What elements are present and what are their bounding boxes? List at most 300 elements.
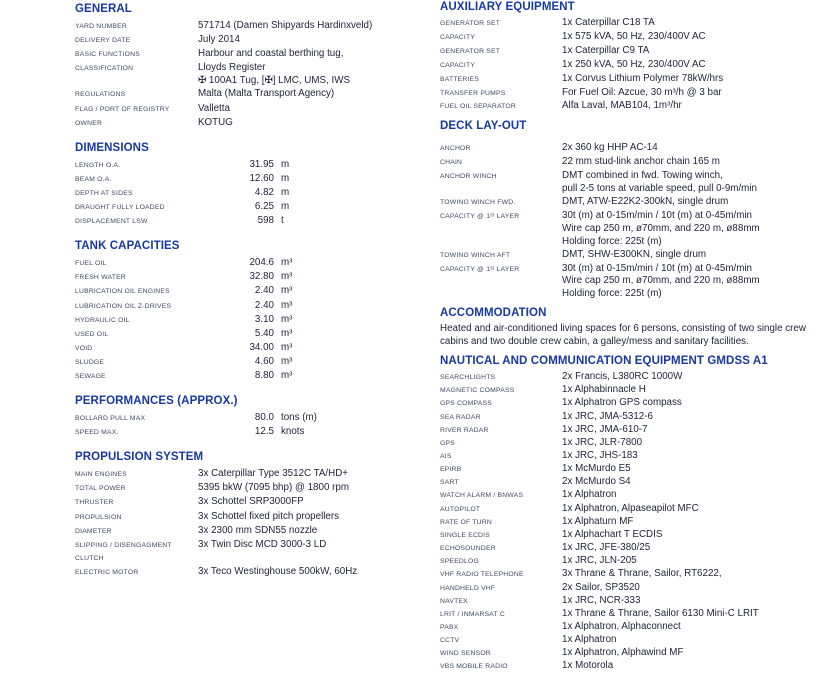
spec-value-line: July 2014 xyxy=(198,34,240,46)
spec-row-displacement-lsw xyxy=(75,214,431,228)
spec-value-line: 1x Alphabinnacle H xyxy=(562,384,646,396)
spec-row-regulations xyxy=(75,87,431,101)
spec-label: CCTV xyxy=(440,637,460,645)
spec-label: SEWAGE xyxy=(75,372,106,380)
spec-label: THRUSTER xyxy=(75,499,114,507)
spec-value-lines xyxy=(562,568,829,580)
spec-value-lines xyxy=(562,476,829,488)
spec-label: HANDHELD VHF xyxy=(440,584,496,592)
spec-row-capacity xyxy=(440,59,829,73)
spec-row-wind-sensor xyxy=(440,647,829,660)
section-title: NAUTICAL AND COMMUNICATION EQUIPMENT GMDSS A1 xyxy=(440,355,768,368)
spec-value: 80.0 xyxy=(254,412,274,424)
section-accommodation xyxy=(440,306,829,349)
spec-row-gps xyxy=(440,437,829,450)
spec-value-lines xyxy=(562,170,829,196)
spec-value: 2.40 xyxy=(254,285,274,297)
right-column xyxy=(440,0,829,674)
spec-label: VOID xyxy=(75,344,93,352)
spec-row-searchlights xyxy=(440,371,829,384)
spec-value-line: 1x JRC, JMA-5312-6 xyxy=(562,410,653,422)
spec-value-line: 30t (m) at 0-15m/min / 10t (m) at 0-45m/min xyxy=(562,262,753,274)
spec-value-line: 3x Twin Disc MCD 3000-3 LD xyxy=(198,538,327,550)
section-title: PERFORMANCES (APPROX.) xyxy=(75,395,238,408)
spec-value-line: Malta (Malta Transport Agency) xyxy=(198,88,335,100)
spec-value: 8.80 xyxy=(254,369,274,381)
spec-unit: t xyxy=(281,215,284,227)
spec-label: MAIN ENGINES xyxy=(75,471,127,479)
spec-row-gps-compass xyxy=(440,397,829,410)
spec-label: FUEL OIL xyxy=(75,260,107,268)
spec-value-lines xyxy=(562,582,829,594)
spec-label: RIVER RADAR xyxy=(440,426,489,434)
spec-value-lines xyxy=(562,634,829,646)
spec-value-line: ✠ 100A1 Tug, [✠] LMC, UMS, IWS xyxy=(198,75,350,87)
spec-value-line: 1x JRC, JFE-380/25 xyxy=(562,542,651,554)
spec-value-line: 1x Alphatron GPS compass xyxy=(562,397,682,409)
spec-value: 6.25 xyxy=(254,201,274,213)
spec-row-towing-winch-aft xyxy=(440,249,829,263)
spec-unit: m³ xyxy=(281,327,293,339)
spec-value-lines xyxy=(198,467,431,480)
spec-value-lines xyxy=(562,450,829,462)
section-paragraph: Heated and air-conditioned living spaces for 6 persons, consisting of two single crew cabins and two double crew cabin, a galley/mess and sanitary facilities. xyxy=(440,323,806,348)
spec-value-line: Lloyds Register xyxy=(198,62,266,74)
spec-label: SLIPPING / DISENGAGMENT CLUTCH xyxy=(75,541,172,562)
spec-value-line: 1x JRC, JLR-7800 xyxy=(562,436,643,448)
spec-row-speedlog xyxy=(440,555,829,568)
spec-label: WATCH ALARM / BNWAS xyxy=(440,492,524,500)
spec-value-line: 5395 bkW (7095 bhp) @ 1800 rpm xyxy=(198,482,349,494)
spec-value-lines xyxy=(198,495,431,508)
spec-value-lines xyxy=(562,437,829,449)
spec-value-line: 2x Francis, L380RC 1000W xyxy=(562,371,683,383)
spec-label: PROPULSION xyxy=(75,513,122,521)
spec-value-line: Alfa Laval, MAB104, 1m³/hr xyxy=(562,100,682,112)
spec-value-line: 1x Alphaturn MF xyxy=(562,515,634,527)
spec-value-lines xyxy=(562,196,829,209)
spec-value-line: 1x McMurdo E5 xyxy=(562,463,631,475)
spec-value-lines xyxy=(562,489,829,501)
spec-row-main-engines xyxy=(75,467,431,481)
spec-value-lines xyxy=(562,595,829,607)
spec-label: CAPACITY xyxy=(440,61,476,69)
spec-value-line: DMT, ATW-E22K2-300kN, single drum xyxy=(562,195,729,207)
spec-unit: tons (m) xyxy=(281,412,317,424)
spec-value-line: 1x Caterpillar C9 TA xyxy=(562,44,650,56)
spec-row-batteries xyxy=(440,73,829,87)
spec-label: VBS MOBILE RADIO xyxy=(440,663,508,671)
section-dimensions xyxy=(75,141,431,228)
spec-value-line: 1x Alphatron, Alphaconnect xyxy=(562,621,681,632)
spec-value-lines xyxy=(562,555,829,567)
spec-value-line: 3x 2300 mm SDN55 nozzle xyxy=(198,524,318,536)
spec-label: TRANSFER PUMPS xyxy=(440,89,506,97)
section-rows xyxy=(75,411,431,439)
spec-value-line: 1x Alphatron, Alphawind MF xyxy=(562,647,684,659)
spec-value-line: 1x Motorola xyxy=(562,660,614,672)
spec-label: SPEED MAX. xyxy=(75,429,119,437)
spec-row-hydraulic-oil xyxy=(75,313,431,327)
spec-label: ECHOSOUNDER xyxy=(440,545,496,553)
spec-value-line: 3x Caterpillar Type 3512C TA/HD+ xyxy=(198,468,349,480)
section-propulsion-system xyxy=(75,450,431,579)
spec-value-line: 3x Thrane & Thrane, Sailor, RT6222, xyxy=(562,568,722,580)
spec-label: DEPTH AT SIDES xyxy=(75,189,133,197)
spec-value-line: 2x 360 kg HHP AC-14 xyxy=(562,142,658,154)
spec-value-line: 1x Caterpillar C18 TA xyxy=(562,17,655,28)
section-performances-approx xyxy=(75,394,431,439)
spec-row-transfer-pumps xyxy=(440,87,829,101)
section-tank-capacities xyxy=(75,239,431,383)
spec-row-yard-number xyxy=(75,19,431,33)
spec-value-lines xyxy=(562,660,829,672)
section-rows xyxy=(440,136,829,301)
spec-unit: m xyxy=(281,158,290,170)
spec-row-vhf-radio-telephone xyxy=(440,568,829,581)
spec-label: HYDRAULIC OIL xyxy=(75,316,130,324)
spec-value: 32.80 xyxy=(249,271,274,283)
spec-row-autopilot xyxy=(440,503,829,516)
spec-label: TOWING WINCH AFT xyxy=(440,251,511,259)
spec-label: BOLLARD PULL MAX xyxy=(75,415,146,423)
spec-value-lines xyxy=(562,371,829,383)
spec-value: 2.40 xyxy=(254,299,274,311)
spec-value: 12.60 xyxy=(249,172,274,184)
spec-unit: knots xyxy=(281,426,305,438)
spec-row-electric-motor xyxy=(75,565,431,579)
spec-row-anchor xyxy=(440,142,829,156)
spec-label: YARD NUMBER xyxy=(75,23,127,30)
spec-row-sewage xyxy=(75,369,431,383)
spec-value-lines xyxy=(198,102,431,115)
spec-value-lines xyxy=(198,33,431,46)
spec-label: LUBRICATION OIL Z-DRIVES xyxy=(75,302,172,310)
spec-row-river-radar xyxy=(440,424,829,437)
spec-value-lines xyxy=(562,249,829,262)
spec-label: PABX xyxy=(440,624,459,631)
spec-label: MAGNETIC COMPASS xyxy=(440,387,515,395)
spec-row-fresh-water xyxy=(75,270,431,284)
spec-value-line: DMT combined in fwd. Towing winch, xyxy=(562,170,723,182)
spec-row-diameter xyxy=(75,524,431,538)
spec-label: AIS xyxy=(440,452,452,460)
spec-value: 31.95 xyxy=(249,158,274,170)
spec-label: RATE OF TURN xyxy=(440,518,492,526)
spec-label: WIND SENSOR xyxy=(440,650,491,658)
section-rows xyxy=(75,19,431,130)
spec-value-lines xyxy=(562,31,829,44)
spec-row-used-oil xyxy=(75,327,431,341)
spec-row-towing-winch-fwd xyxy=(440,196,829,210)
spec-row-magnetic-compass xyxy=(440,384,829,397)
spec-row-lrit-inmarsat-c xyxy=(440,608,829,621)
spec-value-line: 3x Teco Westinghouse 500kW, 60Hz xyxy=(198,565,358,577)
spec-label: NAVTEX xyxy=(440,597,468,605)
spec-value-lines xyxy=(198,524,431,537)
spec-value: 5.40 xyxy=(254,327,274,339)
spec-row-propulsion xyxy=(75,510,431,524)
spec-row-chain xyxy=(440,156,829,170)
spec-value: 3.10 xyxy=(254,313,274,325)
spec-label: CLASSIFICATION xyxy=(75,65,134,73)
spec-label: LRIT / INMARSAT C xyxy=(440,610,505,618)
spec-label: CAPACITY @ 1ˢᵗ LAYER xyxy=(440,212,520,220)
spec-value-lines xyxy=(562,100,829,113)
spec-unit: m³ xyxy=(281,355,293,367)
spec-value-lines xyxy=(562,59,829,72)
spec-unit: m xyxy=(281,186,290,198)
spec-value-line: 1x JRC, JLN-205 xyxy=(562,555,637,567)
spec-unit: m³ xyxy=(281,299,293,311)
spec-label: ANCHOR xyxy=(440,145,471,153)
spec-label: CAPACITY xyxy=(440,33,476,41)
spec-row-void xyxy=(75,341,431,355)
spec-value-lines xyxy=(562,156,829,169)
spec-label: GPS xyxy=(440,439,455,447)
spec-row-draught-fully-loaded xyxy=(75,200,431,214)
spec-value-lines xyxy=(562,45,829,58)
spec-value-lines xyxy=(198,538,431,551)
section-title: PROPULSION SYSTEM xyxy=(75,451,204,464)
spec-row-depth-at-sides xyxy=(75,186,431,200)
spec-label: SPEEDLOG xyxy=(440,558,479,566)
spec-value-lines xyxy=(198,481,431,494)
spec-row-anchor-winch xyxy=(440,170,829,196)
spec-label: LENGTH O.A. xyxy=(75,161,121,169)
section-rows xyxy=(75,256,431,383)
spec-row-classification xyxy=(75,61,431,87)
spec-unit: m³ xyxy=(281,285,293,297)
spec-row-vbs-mobile-radio xyxy=(440,660,829,673)
spec-row-total-power xyxy=(75,481,431,495)
spec-value-lines xyxy=(562,529,829,541)
spec-row-bollard-pull-max xyxy=(75,411,431,425)
spec-value-lines xyxy=(562,384,829,396)
spec-label: OWNER xyxy=(75,119,103,127)
spec-value-lines xyxy=(562,263,829,302)
section-rows xyxy=(75,467,431,579)
section-rows xyxy=(440,17,829,114)
spec-label: DISPLACEMENT LSW xyxy=(75,218,148,226)
spec-value-line: 3x Schottel fixed pitch propellers xyxy=(198,510,340,522)
spec-row-generator-set xyxy=(440,45,829,59)
spec-value-lines xyxy=(562,647,829,659)
spec-value: 598 xyxy=(257,215,274,227)
spec-row-single-ecdis xyxy=(440,529,829,542)
spec-unit: m xyxy=(281,172,290,184)
spec-value-line: Holding force: 225t (m) xyxy=(562,235,662,247)
spec-unit: m³ xyxy=(281,271,293,283)
spec-value-line: 1x Alphachart T ECDIS xyxy=(562,528,663,540)
spec-row-slipping-disengagment-clutch xyxy=(75,538,431,565)
spec-row-capacity-1-layer xyxy=(440,263,829,302)
spec-label: FRESH WATER xyxy=(75,274,126,282)
spec-value-line: 1x Corvus Lithium Polymer 78kW/hrs xyxy=(562,72,724,84)
spec-unit: m³ xyxy=(281,313,293,325)
spec-value-lines xyxy=(562,411,829,423)
spec-row-flag-port-of-registry xyxy=(75,102,431,116)
spec-label: TOTAL POWER xyxy=(75,485,126,493)
spec-label: DRAUGHT FULLY LOADED xyxy=(75,204,165,212)
spec-row-sart xyxy=(440,476,829,489)
spec-value-lines xyxy=(562,73,829,86)
spec-value-lines xyxy=(198,19,431,32)
spec-value-line: Wire cap 250 m, ø70mm, and 220 m, ø88mm xyxy=(562,275,760,287)
spec-value-lines xyxy=(562,424,829,436)
spec-label: REGULATIONS xyxy=(75,91,126,99)
spec-value-line: Harbour and coastal berthing tug, xyxy=(198,48,344,60)
spec-unit: m xyxy=(281,201,290,213)
spec-label: LUBRICATION OIL ENGINES xyxy=(75,288,170,296)
spec-label: ELECTRIC MOTOR xyxy=(75,568,139,576)
spec-value-line: 1x Alphatron xyxy=(562,489,617,501)
section-general xyxy=(75,2,431,130)
spec-label: FUEL OIL SEPARATOR xyxy=(440,103,516,111)
spec-row-rate-of-turn xyxy=(440,516,829,529)
spec-value-lines xyxy=(198,116,431,129)
spec-row-pabx xyxy=(440,621,829,634)
spec-value: 4.82 xyxy=(254,186,274,198)
spec-row-sludge xyxy=(75,355,431,369)
spec-value-line: 1x Alphatron, Alpaseapilot MFC xyxy=(562,502,699,514)
spec-label: GPS COMPASS xyxy=(440,400,492,408)
spec-value-line: 1x Thrane & Thrane, Sailor 6130 Mini-C LRIT xyxy=(562,607,759,619)
spec-value-line: 22 mm stud-link anchor chain 165 m xyxy=(562,156,720,168)
spec-row-ais xyxy=(440,450,829,463)
spec-value: 204.6 xyxy=(249,257,274,269)
spec-value: 4.60 xyxy=(254,355,274,367)
section-rows xyxy=(75,158,431,228)
spec-row-fuel-oil xyxy=(75,256,431,270)
spec-row-beam-o-a xyxy=(75,172,431,186)
spec-row-lubrication-oil-engines xyxy=(75,284,431,298)
spec-label: BATTERIES xyxy=(440,75,480,83)
spec-value-lines xyxy=(198,87,431,100)
spec-row-handheld-vhf xyxy=(440,582,829,595)
spec-value-line: 30t (m) at 0-15m/min / 10t (m) at 0-45m/min xyxy=(562,209,753,221)
spec-row-capacity xyxy=(440,31,829,45)
spec-unit: m³ xyxy=(281,257,293,269)
spec-label: FLAG / PORT OF REGISTRY xyxy=(75,105,170,113)
spec-value-lines xyxy=(198,47,431,60)
spec-label: GENERATOR SET xyxy=(440,47,501,55)
spec-value-line: 1x 250 kVA, 50 Hz, 230/400V AC xyxy=(562,58,706,70)
spec-value-lines xyxy=(562,503,829,515)
spec-label: SLUDGE xyxy=(75,358,105,366)
spec-value-line: KOTUG xyxy=(198,116,233,128)
spec-row-speed-max xyxy=(75,425,431,439)
spec-row-epirb xyxy=(440,463,829,476)
spec-row-length-o-a xyxy=(75,158,431,172)
section-auxiliary-equipment xyxy=(440,0,829,114)
spec-label: AUTOPILOT xyxy=(440,505,481,513)
spec-label: BASIC FUNCTIONS xyxy=(75,51,140,59)
spec-label: CAPACITY @ 1ˢᵗ LAYER xyxy=(440,265,520,273)
section-nautical-and-communication-equipment-gmdss-a1 xyxy=(440,354,829,674)
spec-label: SEA RADAR xyxy=(440,413,481,421)
spec-value-line: 2x Sailor, SP3520 xyxy=(562,581,640,593)
spec-value-lines xyxy=(562,516,829,528)
section-rows xyxy=(440,371,829,674)
spec-value: 34.00 xyxy=(249,341,274,353)
spec-value-lines xyxy=(562,621,829,633)
spec-value-lines xyxy=(198,565,431,578)
spec-value-lines xyxy=(198,61,431,87)
spec-value-line: Holding force: 225t (m) xyxy=(562,288,662,300)
spec-label: DELIVERY DATE xyxy=(75,37,131,45)
spec-value: 12.5 xyxy=(254,426,274,438)
section-title: DECK LAY-OUT xyxy=(440,120,527,133)
spec-value-lines xyxy=(198,510,431,523)
spec-label: GENERATOR SET xyxy=(440,20,501,27)
section-deck-lay-out xyxy=(440,119,829,301)
spec-value-line: 1x JRC, JHS-183 xyxy=(562,449,638,461)
spec-value-lines xyxy=(562,397,829,409)
spec-value-line: Valletta xyxy=(198,102,230,114)
spec-row-lubrication-oil-z-drives xyxy=(75,299,431,313)
spec-value-lines xyxy=(562,210,829,249)
section-title: TANK CAPACITIES xyxy=(75,240,180,253)
spec-value-line: DMT, SHW-E300KN, single drum xyxy=(562,248,707,260)
spec-value-line: 3x Schottel SRP3000FP xyxy=(198,496,304,508)
spec-row-navtex xyxy=(440,595,829,608)
spec-label: EPIRB xyxy=(440,466,462,474)
section-title: GENERAL xyxy=(75,3,132,15)
spec-label: SINGLE ECDIS xyxy=(440,531,490,539)
spec-unit: m³ xyxy=(281,369,293,381)
spec-row-capacity-1-layer xyxy=(440,210,829,249)
spec-value-lines xyxy=(562,17,829,30)
spec-value-lines xyxy=(562,142,829,155)
section-title: DIMENSIONS xyxy=(75,141,149,154)
spec-value-line: 2x McMurdo S4 xyxy=(562,476,631,488)
spec-label: SART xyxy=(440,479,459,487)
spec-row-cctv xyxy=(440,634,829,647)
spec-row-watch-alarm-bnwas xyxy=(440,489,829,502)
spec-unit: m³ xyxy=(281,341,293,353)
spec-label: CHAIN xyxy=(440,159,463,167)
spec-value-lines xyxy=(562,463,829,475)
section-title: AUXILIARY EQUIPMENT xyxy=(440,1,575,13)
spec-row-thruster xyxy=(75,495,431,509)
spec-label: DIAMETER xyxy=(75,527,112,535)
spec-row-generator-set xyxy=(440,17,829,31)
spec-row-owner xyxy=(75,116,431,130)
spec-value-line: 1x JRC, NCR-333 xyxy=(562,594,641,606)
spec-label: USED OIL xyxy=(75,330,109,338)
spec-value-line: 1x JRC, JMA-610-7 xyxy=(562,423,648,435)
spec-value-line: 571714 (Damen Shipyards Hardinxveld) xyxy=(198,20,373,31)
spec-value-line: For Fuel Oil: Azcue, 30 m³/h @ 3 bar xyxy=(562,86,722,98)
spec-value-line: 1x 575 kVA, 50 Hz, 230/400V AC xyxy=(562,30,706,42)
spec-value-lines xyxy=(562,87,829,100)
spec-value-line: 1x Alphatron xyxy=(562,634,617,646)
spec-value-line: pull 2-5 tons at variable speed, pull 0-9m/min xyxy=(562,183,757,195)
spec-label: SEARCHLIGHTS xyxy=(440,374,496,382)
spec-label: BEAM O.A. xyxy=(75,175,112,183)
spec-label: ANCHOR WINCH xyxy=(440,173,497,181)
spec-row-delivery-date xyxy=(75,33,431,47)
spec-value-line: Wire cap 250 m, ø70mm, and 220 m, ø88mm xyxy=(562,222,760,234)
spec-row-echosounder xyxy=(440,542,829,555)
spec-value-lines xyxy=(562,608,829,620)
spec-label: VHF RADIO TELEPHONE xyxy=(440,571,524,579)
spec-label: TOWING WINCH FWD. xyxy=(440,198,516,206)
spec-row-basic-functions xyxy=(75,47,431,61)
spec-value-lines xyxy=(562,542,829,554)
spec-row-sea-radar xyxy=(440,411,829,424)
